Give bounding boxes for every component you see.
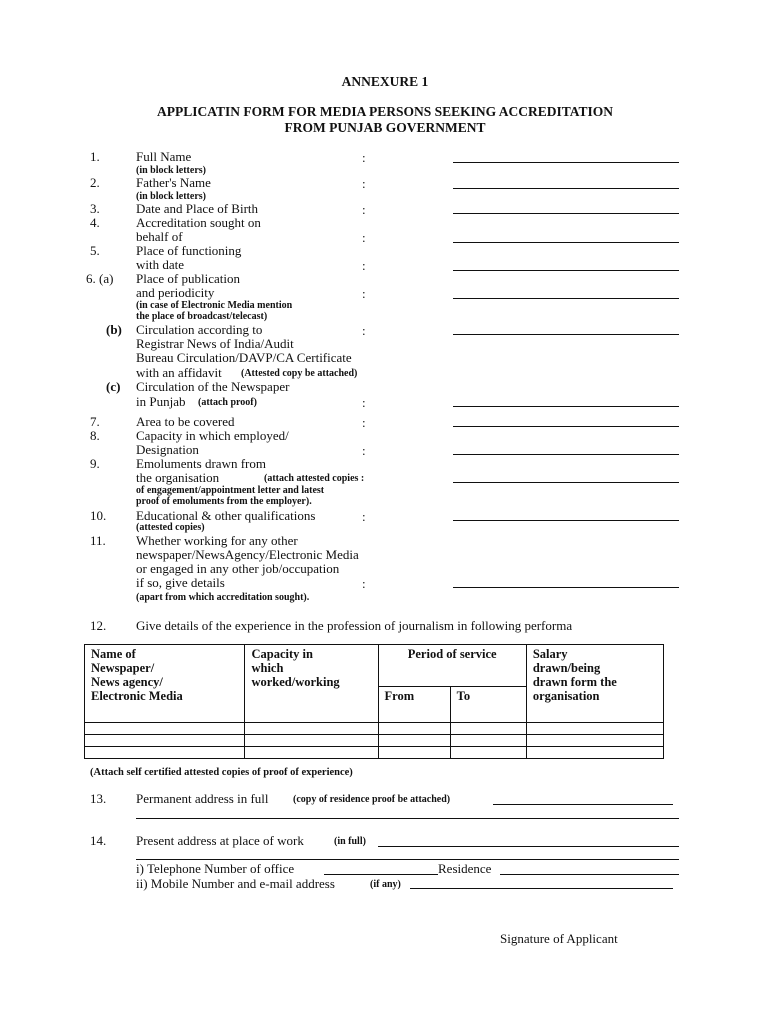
colon: : — [362, 415, 366, 430]
permanent-address-field-line2[interactable] — [136, 818, 679, 819]
permanent-address-field[interactable] — [493, 804, 673, 805]
colon: : — [362, 286, 366, 301]
field-label-area: Area to be covered — [136, 414, 235, 429]
item-number: 5. — [90, 243, 100, 258]
form-title-line1: APPLICATIN FORM FOR MEDIA PERSONS SEEKING ACCREDITATION — [156, 104, 614, 119]
annexure-heading: ANNEXURE 1 — [341, 74, 429, 89]
functioning-field[interactable] — [453, 270, 679, 271]
present-address-field[interactable] — [378, 846, 679, 847]
field-label-qualifications: Educational & other qualifications — [136, 508, 316, 523]
colon: : — [362, 576, 366, 591]
field-hint: (Attested copy be attached) — [241, 368, 358, 379]
mobile-email-field[interactable] — [410, 888, 673, 889]
field-hint: (apart from which accreditation sought). — [136, 592, 310, 603]
experience-instruction: Give details of the experience in the profession of journalism in following performa — [136, 618, 573, 633]
field-hint: (in full) — [334, 836, 366, 847]
item-number: (c) — [106, 379, 121, 394]
colon: : — [362, 509, 366, 524]
punjab-circulation-field[interactable] — [453, 406, 679, 407]
emoluments-field[interactable] — [453, 482, 679, 483]
field-label-circulation-cont: Registrar News of India/Audit — [136, 336, 294, 351]
field-label-other-work: Whether working for any other — [136, 533, 298, 548]
item-number: 13. — [90, 791, 107, 806]
field-label-telephone: i) Telephone Number of office — [136, 861, 295, 876]
field-label-present-address: Present address at place of work — [136, 833, 304, 848]
circulation-field[interactable] — [453, 334, 679, 335]
field-label-circulation: Circulation according to — [136, 322, 263, 337]
item-number: 8. — [90, 428, 100, 443]
residence-phone-field[interactable] — [500, 874, 679, 875]
field-hint: (attach attested copies : — [264, 473, 365, 484]
table-row[interactable] — [85, 747, 664, 759]
field-label-accreditation-cont: behalf of — [136, 229, 183, 244]
field-hint: (attested copies) — [136, 522, 205, 533]
item-number: 3. — [90, 201, 100, 216]
field-label-residence: Residence — [438, 861, 492, 876]
field-label-mobile: ii) Mobile Number and e-mail address — [136, 876, 335, 891]
field-label-accreditation: Accreditation sought on — [136, 215, 261, 230]
experience-table — [84, 644, 664, 759]
field-label-capacity-cont: Designation — [136, 442, 199, 457]
field-hint: (if any) — [370, 879, 401, 890]
accreditation-field[interactable] — [453, 242, 679, 243]
field-hint: (in block letters) — [136, 191, 206, 202]
item-number: 14. — [90, 833, 107, 848]
field-label-emoluments: Emoluments drawn from — [136, 456, 266, 471]
field-label-punjab-circulation-cont: in Punjab — [136, 394, 186, 409]
item-number: 1. — [90, 149, 100, 164]
colon: : — [362, 323, 366, 338]
item-number: 11. — [90, 533, 106, 548]
item-number: 2. — [90, 175, 100, 190]
item-number: 4. — [90, 215, 100, 230]
field-label-circulation-cont: with an affidavit — [136, 365, 222, 380]
field-label-permanent-address: Permanent address in full — [136, 791, 269, 806]
fathers-name-field[interactable] — [453, 188, 679, 189]
field-hint: (attach proof) — [198, 397, 257, 408]
colon: : — [362, 150, 366, 165]
field-label-punjab-circulation: Circulation of the Newspaper — [136, 379, 290, 394]
present-address-field-line2[interactable] — [136, 859, 679, 860]
table-row[interactable] — [85, 735, 664, 747]
field-label-other-work-cont: newspaper/NewsAgency/Electronic Media — [136, 547, 359, 562]
field-label-functioning-cont: with date — [136, 257, 185, 272]
colon: : — [362, 230, 366, 245]
item-number: 6. (a) — [86, 271, 114, 286]
office-phone-field[interactable] — [324, 874, 438, 875]
birth-field[interactable] — [453, 213, 679, 214]
item-number: 7. — [90, 414, 100, 429]
field-label-functioning: Place of functioning — [136, 243, 242, 258]
full-name-field[interactable] — [453, 162, 679, 163]
field-label-full-name: Full Name — [136, 149, 192, 164]
field-label-circulation-cont: Bureau Circulation/DAVP/CA Certificate — [136, 350, 352, 365]
colon: : — [362, 258, 366, 273]
colon: : — [362, 176, 366, 191]
table-row[interactable] — [85, 723, 664, 735]
header-to: To — [450, 687, 526, 723]
colon: : — [362, 202, 366, 217]
item-number: 9. — [90, 456, 100, 471]
signature-label: Signature of Applicant — [500, 931, 618, 946]
capacity-field[interactable] — [453, 454, 679, 455]
field-label-publication: Place of publication — [136, 271, 240, 286]
field-label-capacity: Capacity in which employed/ — [136, 428, 289, 443]
field-label-publication-cont: and periodicity — [136, 285, 215, 300]
publication-field[interactable] — [453, 298, 679, 299]
form-title-line2: FROM PUNJAB GOVERNMENT — [284, 120, 486, 135]
field-label-birth: Date and Place of Birth — [136, 201, 259, 216]
colon: : — [362, 443, 366, 458]
area-field[interactable] — [453, 426, 679, 427]
item-number: (b) — [106, 322, 122, 337]
field-hint: the place of broadcast/telecast) — [136, 311, 268, 322]
header-capacity: Capacity in which worked/working — [245, 645, 378, 723]
field-label-other-work-cont: or engaged in any other job/occupation — [136, 561, 340, 576]
attach-note: (Attach self certified attested copies of proof of experience) — [90, 767, 353, 778]
item-number: 10. — [90, 508, 107, 523]
header-salary: Salary drawn/being drawn form the organisation — [526, 645, 663, 723]
field-hint: (copy of residence proof be attached) — [293, 794, 451, 805]
item-number: 12. — [90, 618, 107, 633]
colon: : — [362, 395, 366, 410]
field-hint: (in block letters) — [136, 165, 206, 176]
header-period: Period of service — [378, 645, 526, 687]
qualifications-field[interactable] — [453, 520, 679, 521]
field-hint: (in case of Electronic Media mention — [136, 300, 293, 311]
field-label-other-work-cont: if so, give details — [136, 575, 225, 590]
field-label-emoluments-cont: the organisation — [136, 470, 220, 485]
other-work-field[interactable] — [453, 587, 679, 588]
header-newspaper: Name of Newspaper/ News agency/ Electronic Media — [85, 645, 245, 723]
field-label-fathers-name: Father's Name — [136, 175, 211, 190]
field-hint: of engagement/appointment letter and latest — [136, 485, 325, 496]
header-from: From — [378, 687, 450, 723]
field-hint: proof of emoluments from the employer). — [136, 496, 312, 507]
